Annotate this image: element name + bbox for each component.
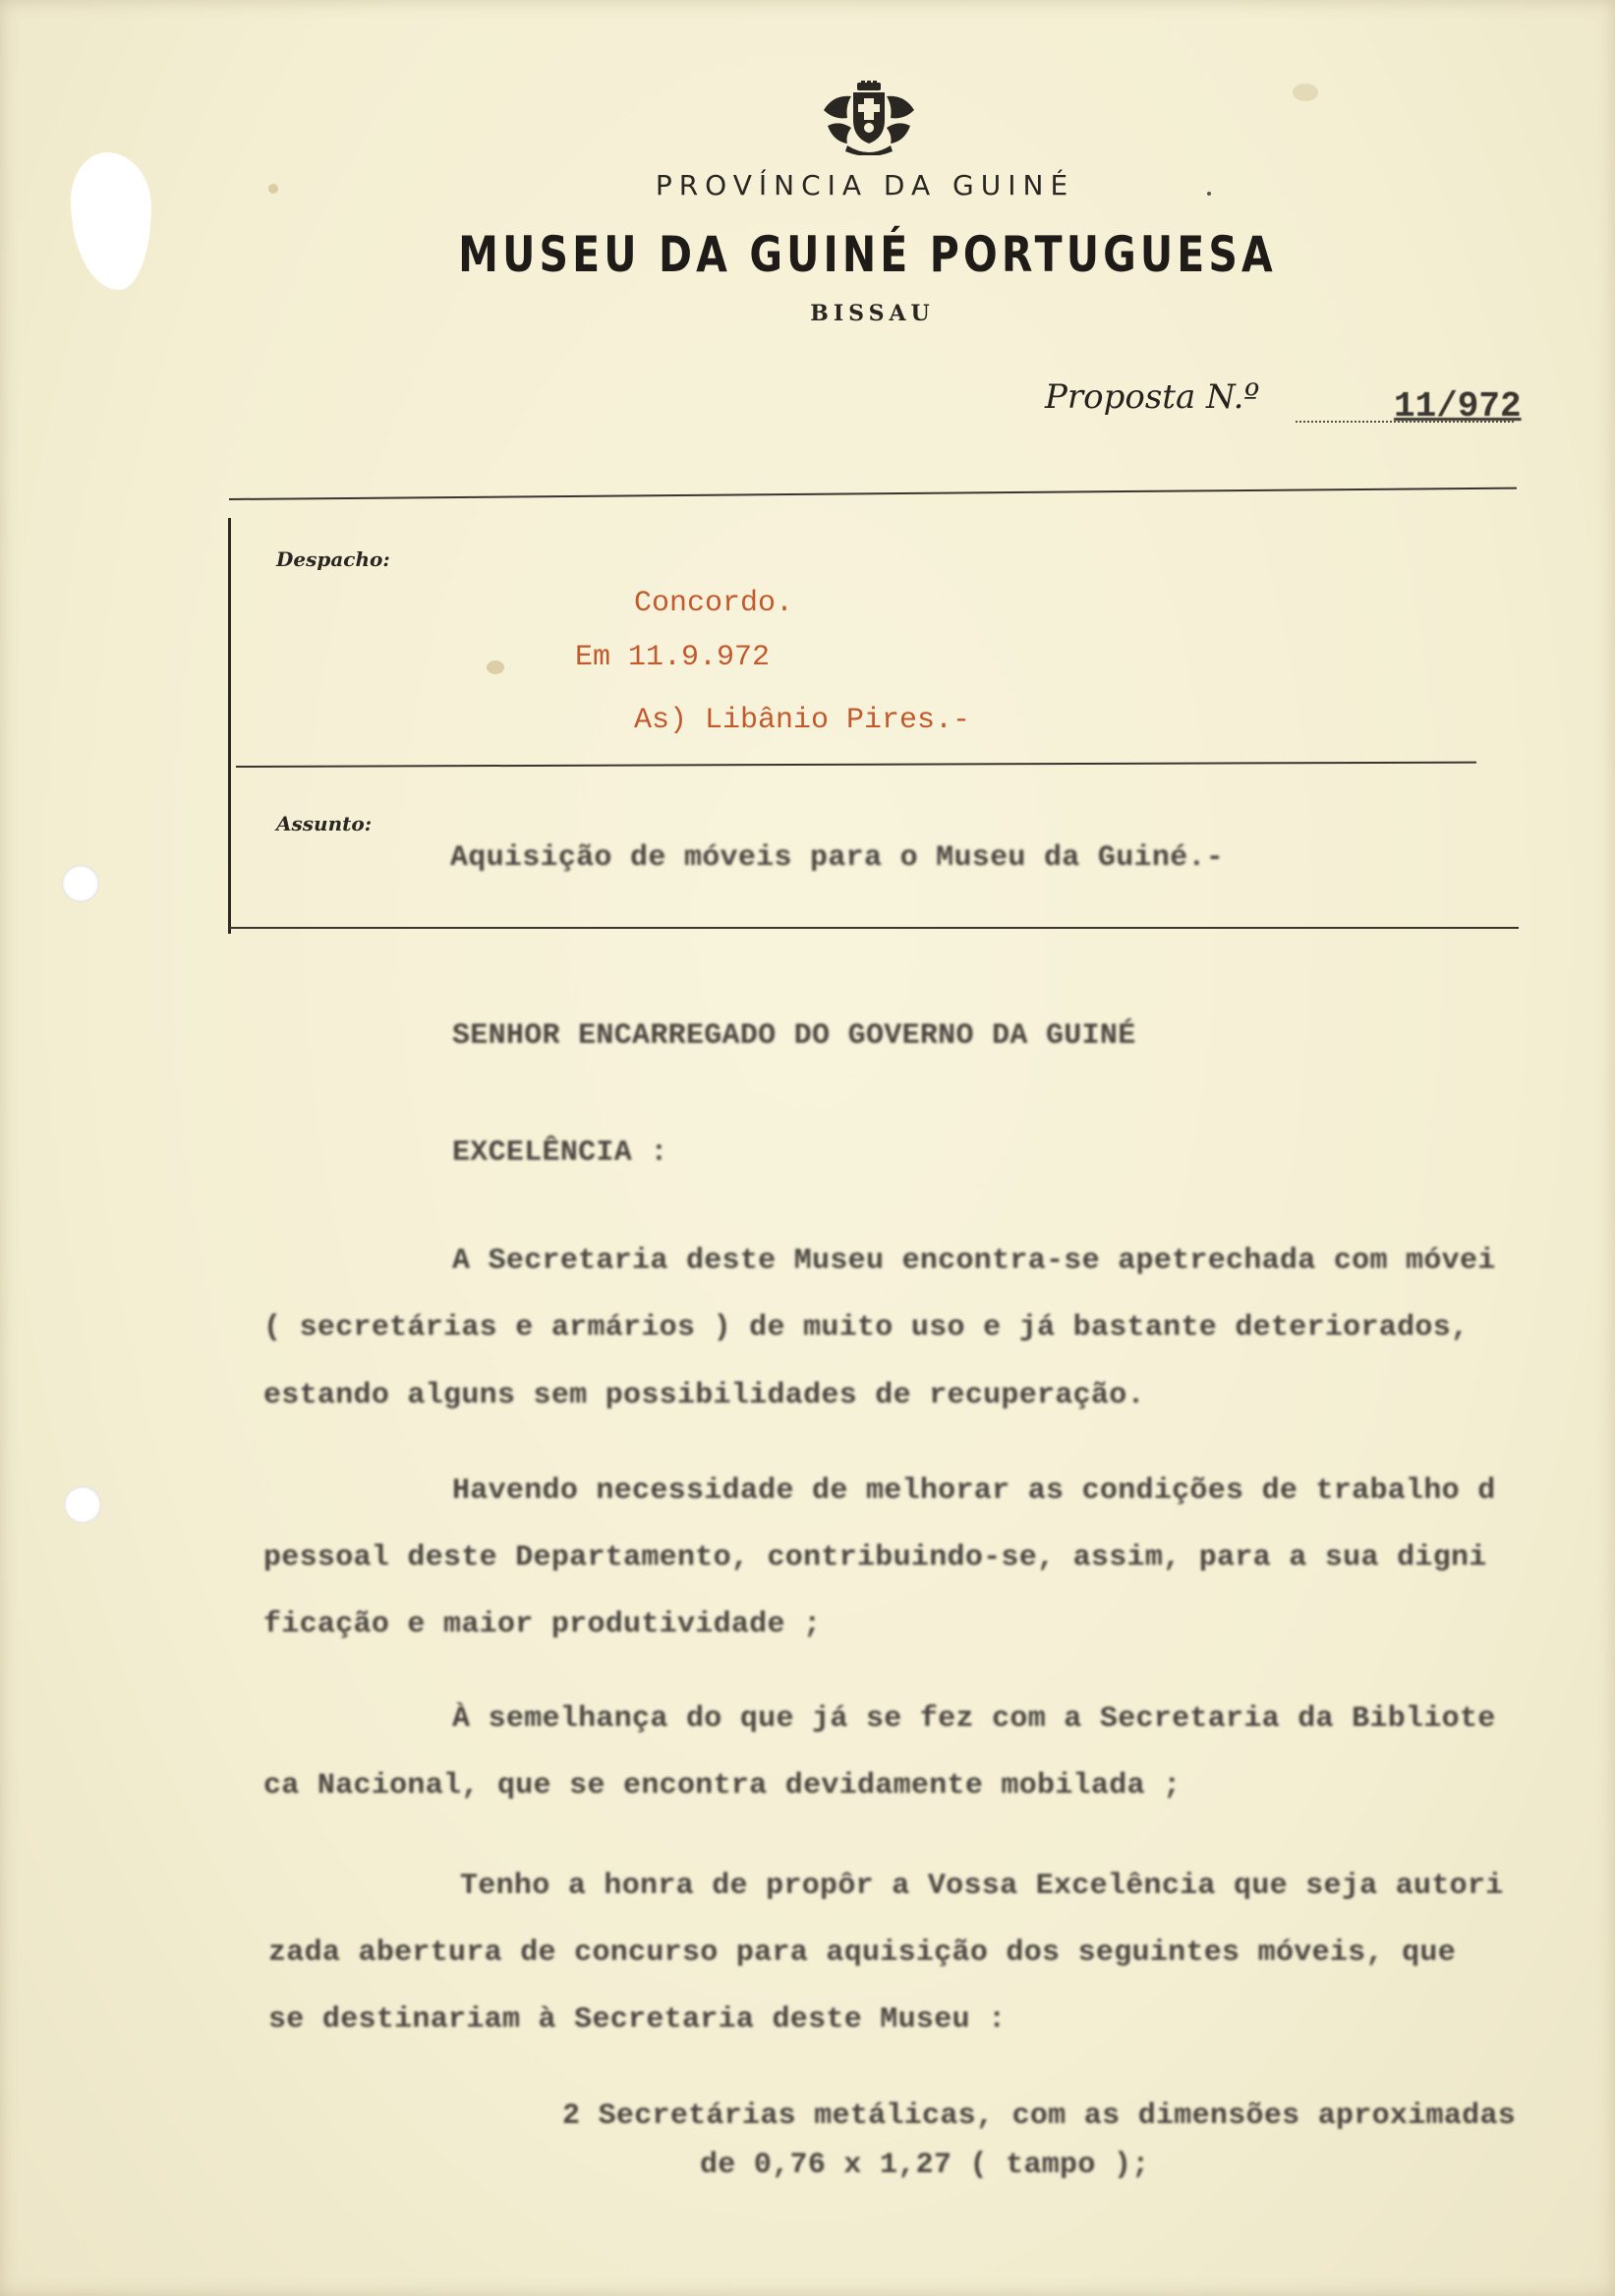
form-box-divider bbox=[236, 762, 1476, 768]
list-item: 2 Secretárias metálicas, com as dimensões aproximadas bbox=[562, 2099, 1517, 2133]
paragraph-line: Havendo necessidade de melhorar as condições de trabalho d bbox=[452, 1474, 1496, 1508]
stain bbox=[487, 660, 504, 674]
paragraph-line: Tenho a honra de propôr a Vossa Excelência que seja autori bbox=[460, 1869, 1504, 1903]
form-box-bottom-rule bbox=[229, 927, 1519, 929]
list-item: de 0,76 x 1,27 ( tampo ); bbox=[700, 2149, 1150, 2182]
paragraph-4 bbox=[263, 1869, 1615, 2046]
greeting: EXCELÊNCIA : bbox=[452, 1136, 668, 1170]
city-heading: BISSAU bbox=[810, 301, 935, 326]
paragraph-line: se destinariam à Secretaria deste Museu : bbox=[268, 2003, 1007, 2037]
item-list bbox=[263, 2099, 1615, 2217]
salutation: SENHOR ENCARREGADO DO GOVERNO DA GUINÉ bbox=[452, 1019, 1136, 1053]
proposta-label: Proposta N.º bbox=[1045, 377, 1260, 417]
despacho-stamp-line-1: Concordo. bbox=[634, 587, 794, 620]
despacho-label: Despacho: bbox=[276, 547, 390, 571]
form-box-top-rule bbox=[229, 488, 1517, 500]
province-heading: PROVÍNCIA DA GUINÉ bbox=[655, 169, 1075, 201]
punch-hole bbox=[62, 865, 99, 902]
paragraph-line: zada abertura de concurso para aquisição dos seguintes móveis, que bbox=[268, 1936, 1456, 1970]
paragraph-1 bbox=[263, 1244, 1615, 1421]
stain bbox=[1293, 84, 1318, 101]
coat-of-arms-emblem bbox=[820, 81, 918, 155]
despacho-stamp-line-3: As) Libânio Pires.- bbox=[634, 704, 971, 737]
punch-hole bbox=[64, 1486, 101, 1523]
paragraph-2 bbox=[263, 1474, 1615, 1651]
institution-heading: MUSEU DA GUINÉ PORTUGUESA bbox=[458, 226, 1277, 283]
paragraph-line: pessoal deste Departamento, contribuindo-se, assim, para a sua digni bbox=[263, 1541, 1487, 1575]
paragraph-3 bbox=[263, 1702, 1615, 1820]
paragraph-line: ( secretárias e armários ) de muito uso e já bastante deteriorados, bbox=[263, 1311, 1470, 1345]
paragraph-line: ca Nacional, que se encontra devidamente mobilada ; bbox=[263, 1769, 1182, 1803]
paragraph-line: A Secretaria deste Museu encontra-se apetrechada com móvei bbox=[452, 1244, 1496, 1278]
subject-text: Aquisição de móveis para o Museu da Guiné.- bbox=[450, 841, 1225, 875]
paragraph-line: ficação e maior produtividade ; bbox=[263, 1608, 822, 1641]
assunto-label: Assunto: bbox=[276, 812, 373, 835]
paragraph-line: estando alguns sem possibilidades de recuperação. bbox=[263, 1379, 1145, 1412]
paragraph-line: À semelhança do que já se fez com a Secretaria da Bibliote bbox=[452, 1702, 1496, 1736]
despacho-stamp-line-2: Em 11.9.972 bbox=[575, 641, 771, 674]
form-box-left-rule bbox=[228, 518, 231, 934]
proposta-number: 11/972 bbox=[1394, 386, 1522, 427]
